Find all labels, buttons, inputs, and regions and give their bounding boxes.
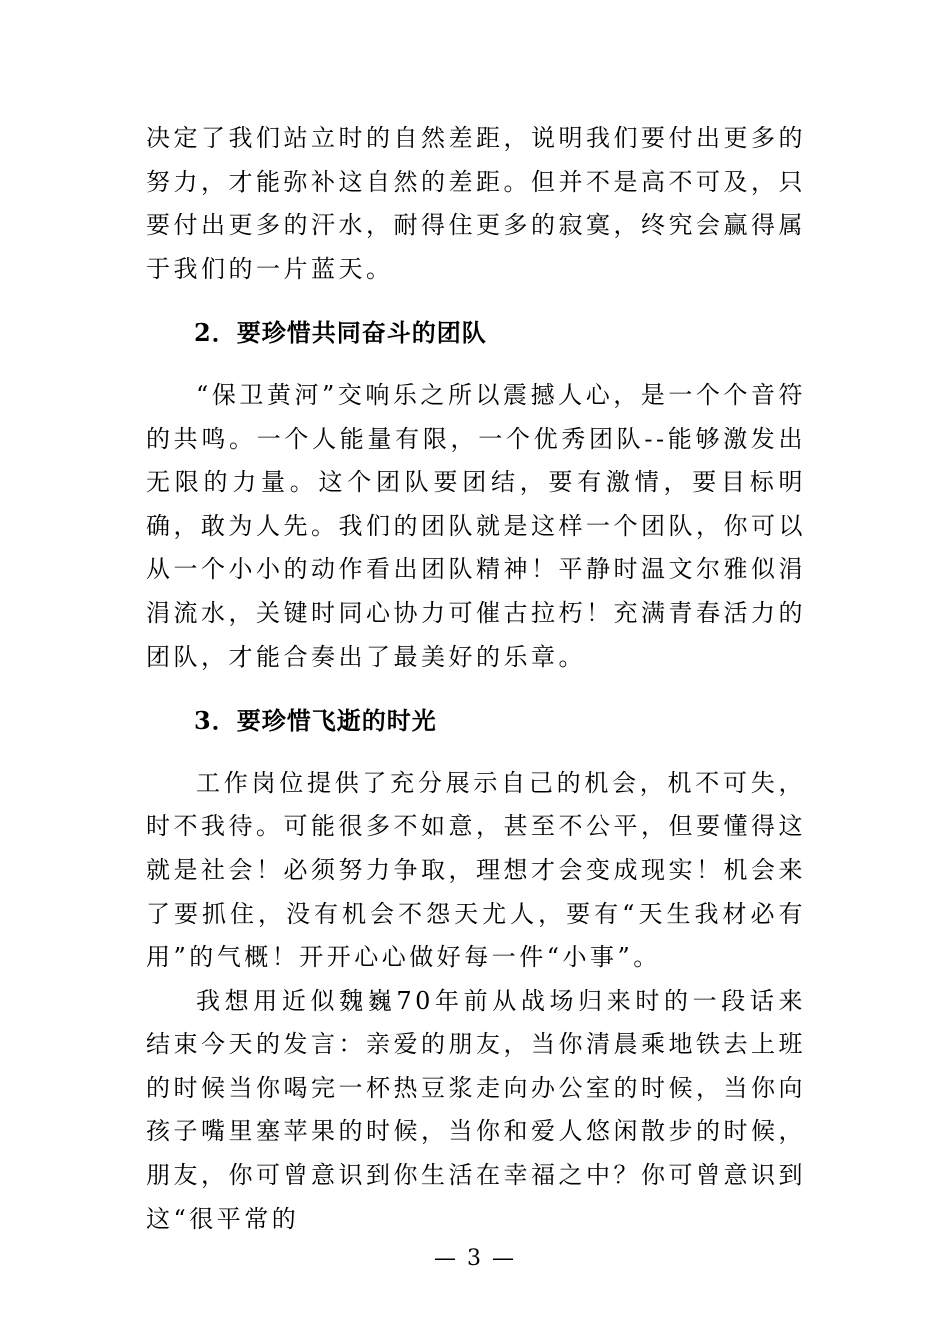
section-heading-2: 2．要珍惜共同奋斗的团队 (194, 318, 487, 348)
paragraph-closing: 我想用近似魏巍70年前从战场归来时的一段话来结束今天的发言：亲爱的朋友，当你清晨乘地铁去上班的时候当你喝完一杯热豆浆走向办公室的时候，当你向孩子嘴里塞苹果的时候，当你和爱人悠闲散步的时候，朋友，你可曾意识到你生活在幸福之中？你可曾意识到这“很平常的 (146, 986, 806, 1233)
paragraph-team: “保卫黄河”交响乐之所以震撼人心，是一个个音符的共鸣。一个人能量有限，一个优秀团队--能够激发出无限的力量。这个团队要团结，要有激情，要目标明确，敢为人先。我们的团队就是这样一个团队，你可以从一个小小的动作看出团队精神！平静时温文尔雅似涓涓流水，关键时同心协力可催古拉朽！充满青春活力的团队，才能合奏出了最美好的乐章。 (146, 380, 806, 671)
document-body (146, 117, 806, 1241)
paragraph-time: 工作岗位提供了充分展示自己的机会，机不可失，时不我待。可能很多不如意，甚至不公平，但要懂得这就是社会！必须努力争取，理想才会变成现实！机会来了要抓住，没有机会不怨天尤人，要有“天生我材必有用”的气概！开开心心做好每一件“小事”。 (146, 768, 806, 972)
paragraph-continued: 决定了我们站立时的自然差距，说明我们要付出更多的努力，才能弥补这自然的差距。但并不是高不可及，只要付出更多的汗水，耐得住更多的寂寞，终究会赢得属于我们的一片蓝天。 (146, 124, 806, 283)
page-number: — 3 — (434, 1246, 516, 1271)
section-heading-3: 3．要珍惜飞逝的时光 (194, 706, 437, 736)
